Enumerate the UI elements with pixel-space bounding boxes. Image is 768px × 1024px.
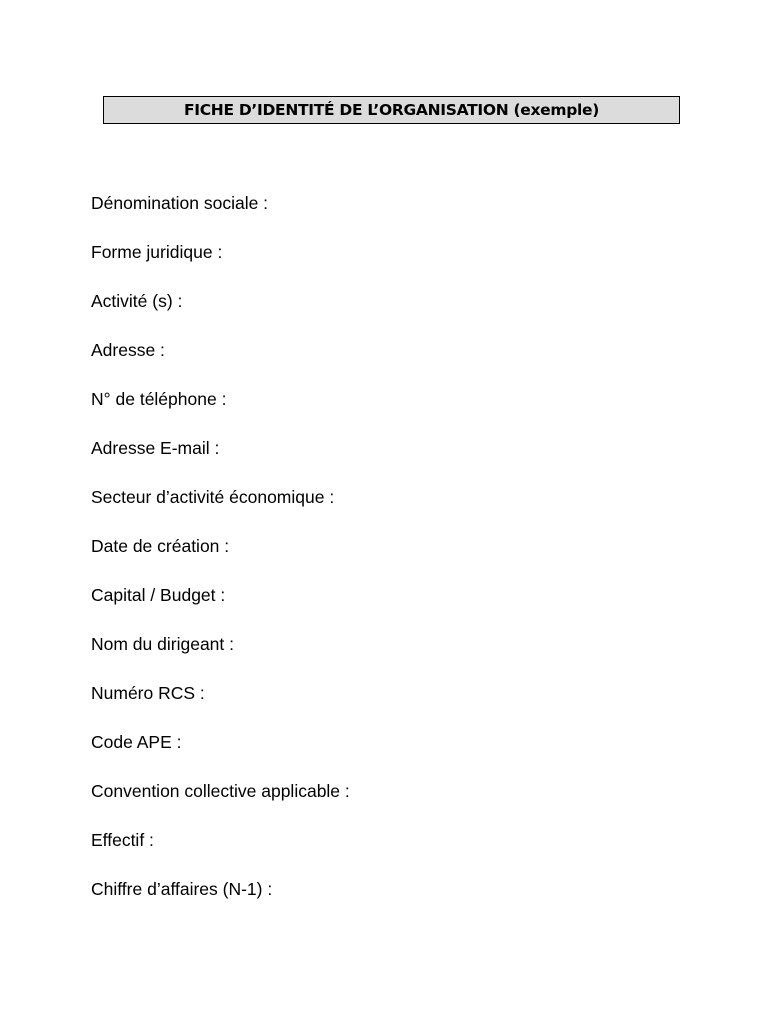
field-forme-juridique: Forme juridique :	[91, 242, 223, 262]
document-title: FICHE D’IDENTITÉ DE L’ORGANISATION (exemple)	[183, 101, 600, 119]
field-code-ape: Code APE :	[91, 732, 182, 752]
field-email: Adresse E-mail :	[91, 438, 220, 458]
field-numero-rcs: Numéro RCS :	[91, 683, 205, 703]
field-activites: Activité (s) :	[91, 291, 183, 311]
field-effectif: Effectif :	[91, 830, 154, 850]
field-telephone: N° de téléphone :	[91, 389, 227, 409]
field-chiffre-affaires: Chiffre d’affaires (N-1) :	[91, 879, 273, 899]
field-list	[91, 190, 350, 925]
field-convention-collective: Convention collective applicable :	[91, 781, 350, 801]
field-adresse: Adresse :	[91, 340, 165, 360]
field-date-creation: Date de création :	[91, 536, 230, 556]
title-box	[103, 96, 680, 124]
field-capital-budget: Capital / Budget :	[91, 585, 226, 605]
field-denomination-sociale: Dénomination sociale :	[91, 193, 269, 213]
field-secteur-activite: Secteur d’activité économique :	[91, 487, 335, 507]
field-nom-dirigeant: Nom du dirigeant :	[91, 634, 234, 654]
